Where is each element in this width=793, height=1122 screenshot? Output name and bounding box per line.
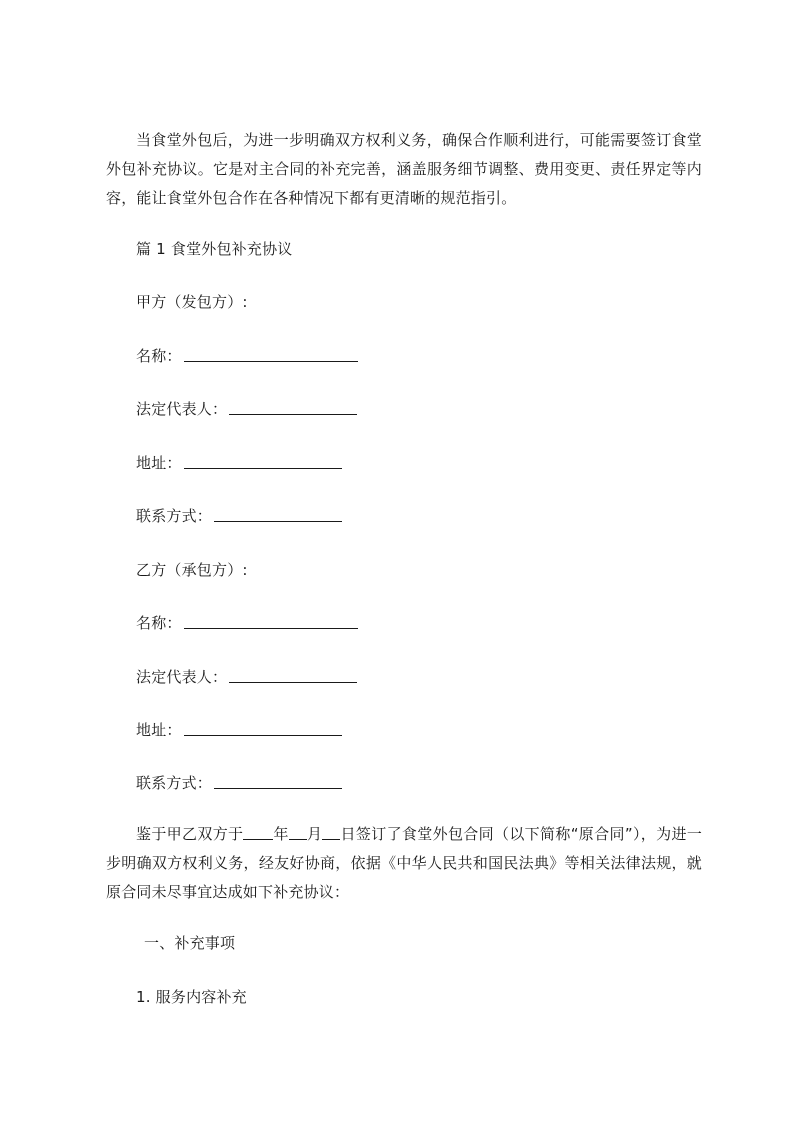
recital-part2: 日签订了食堂外包合同（以下简称“原合同”），为进一步明确双方权利义务，经友好协商，依据《中华人民共和国民法典》等相关法律法规，就原合同未尽事宜达成如下补充协议： — [106, 825, 703, 901]
party-b-heading: 乙方（承包方）: — [136, 561, 248, 579]
intro-paragraph: 当食堂外包后，为进一步明确双方权利义务，确保合作顺利进行，可能需要签订食堂外包补充协议。它是对主合同的补充完善，涵盖服务细节调整、费用变更、责任界定等内容，能让食堂外包合作在各种情况下都有更清晰的规范指引。 — [106, 131, 702, 207]
party-b-address-blank[interactable] — [184, 720, 342, 736]
party-b-contact-line — [136, 773, 342, 793]
party-b-contact-blank[interactable] — [214, 773, 342, 789]
section-one-heading: 一、补充事项 — [144, 934, 236, 952]
party-b-rep-label: 法定代表人： — [136, 668, 228, 686]
party-a-rep-line — [136, 399, 357, 419]
party-b-address-label: 地址： — [136, 721, 182, 739]
party-b-contact-label: 联系方式： — [136, 774, 213, 792]
party-b-name-line — [136, 613, 358, 633]
party-b-name-label: 名称： — [136, 614, 182, 632]
party-a-contact-blank[interactable] — [214, 506, 342, 522]
recital-year-blank[interactable] — [243, 824, 273, 840]
recital-day-blank[interactable] — [322, 824, 340, 840]
party-a-heading: 甲方（发包方）: — [136, 293, 248, 311]
party-a-address-label: 地址： — [136, 454, 182, 472]
recital-month-blank[interactable] — [289, 824, 307, 840]
party-b-rep-blank[interactable] — [229, 667, 357, 683]
party-a-name-line — [136, 346, 358, 366]
party-a-address-blank[interactable] — [184, 453, 342, 469]
recital-paragraph — [106, 820, 702, 907]
party-a-address-line — [136, 453, 342, 473]
chapter-title: 篇 1 食堂外包补充协议 — [136, 240, 293, 258]
party-a-name-blank[interactable] — [184, 346, 358, 362]
recital-year-unit: 年 — [273, 825, 289, 843]
recital-month-unit: 月 — [306, 825, 323, 843]
party-b-rep-line — [136, 667, 357, 687]
recital-part1: 鉴于甲乙双方于 — [136, 825, 244, 843]
item-one-heading: 1. 服务内容补充 — [136, 988, 247, 1006]
party-a-contact-line — [136, 506, 342, 526]
party-b-address-line — [136, 720, 342, 740]
party-a-rep-blank[interactable] — [229, 399, 357, 415]
party-a-rep-label: 法定代表人： — [136, 400, 228, 418]
party-a-contact-label: 联系方式： — [136, 507, 213, 525]
party-b-name-blank[interactable] — [184, 613, 358, 629]
party-a-name-label: 名称： — [136, 347, 182, 365]
